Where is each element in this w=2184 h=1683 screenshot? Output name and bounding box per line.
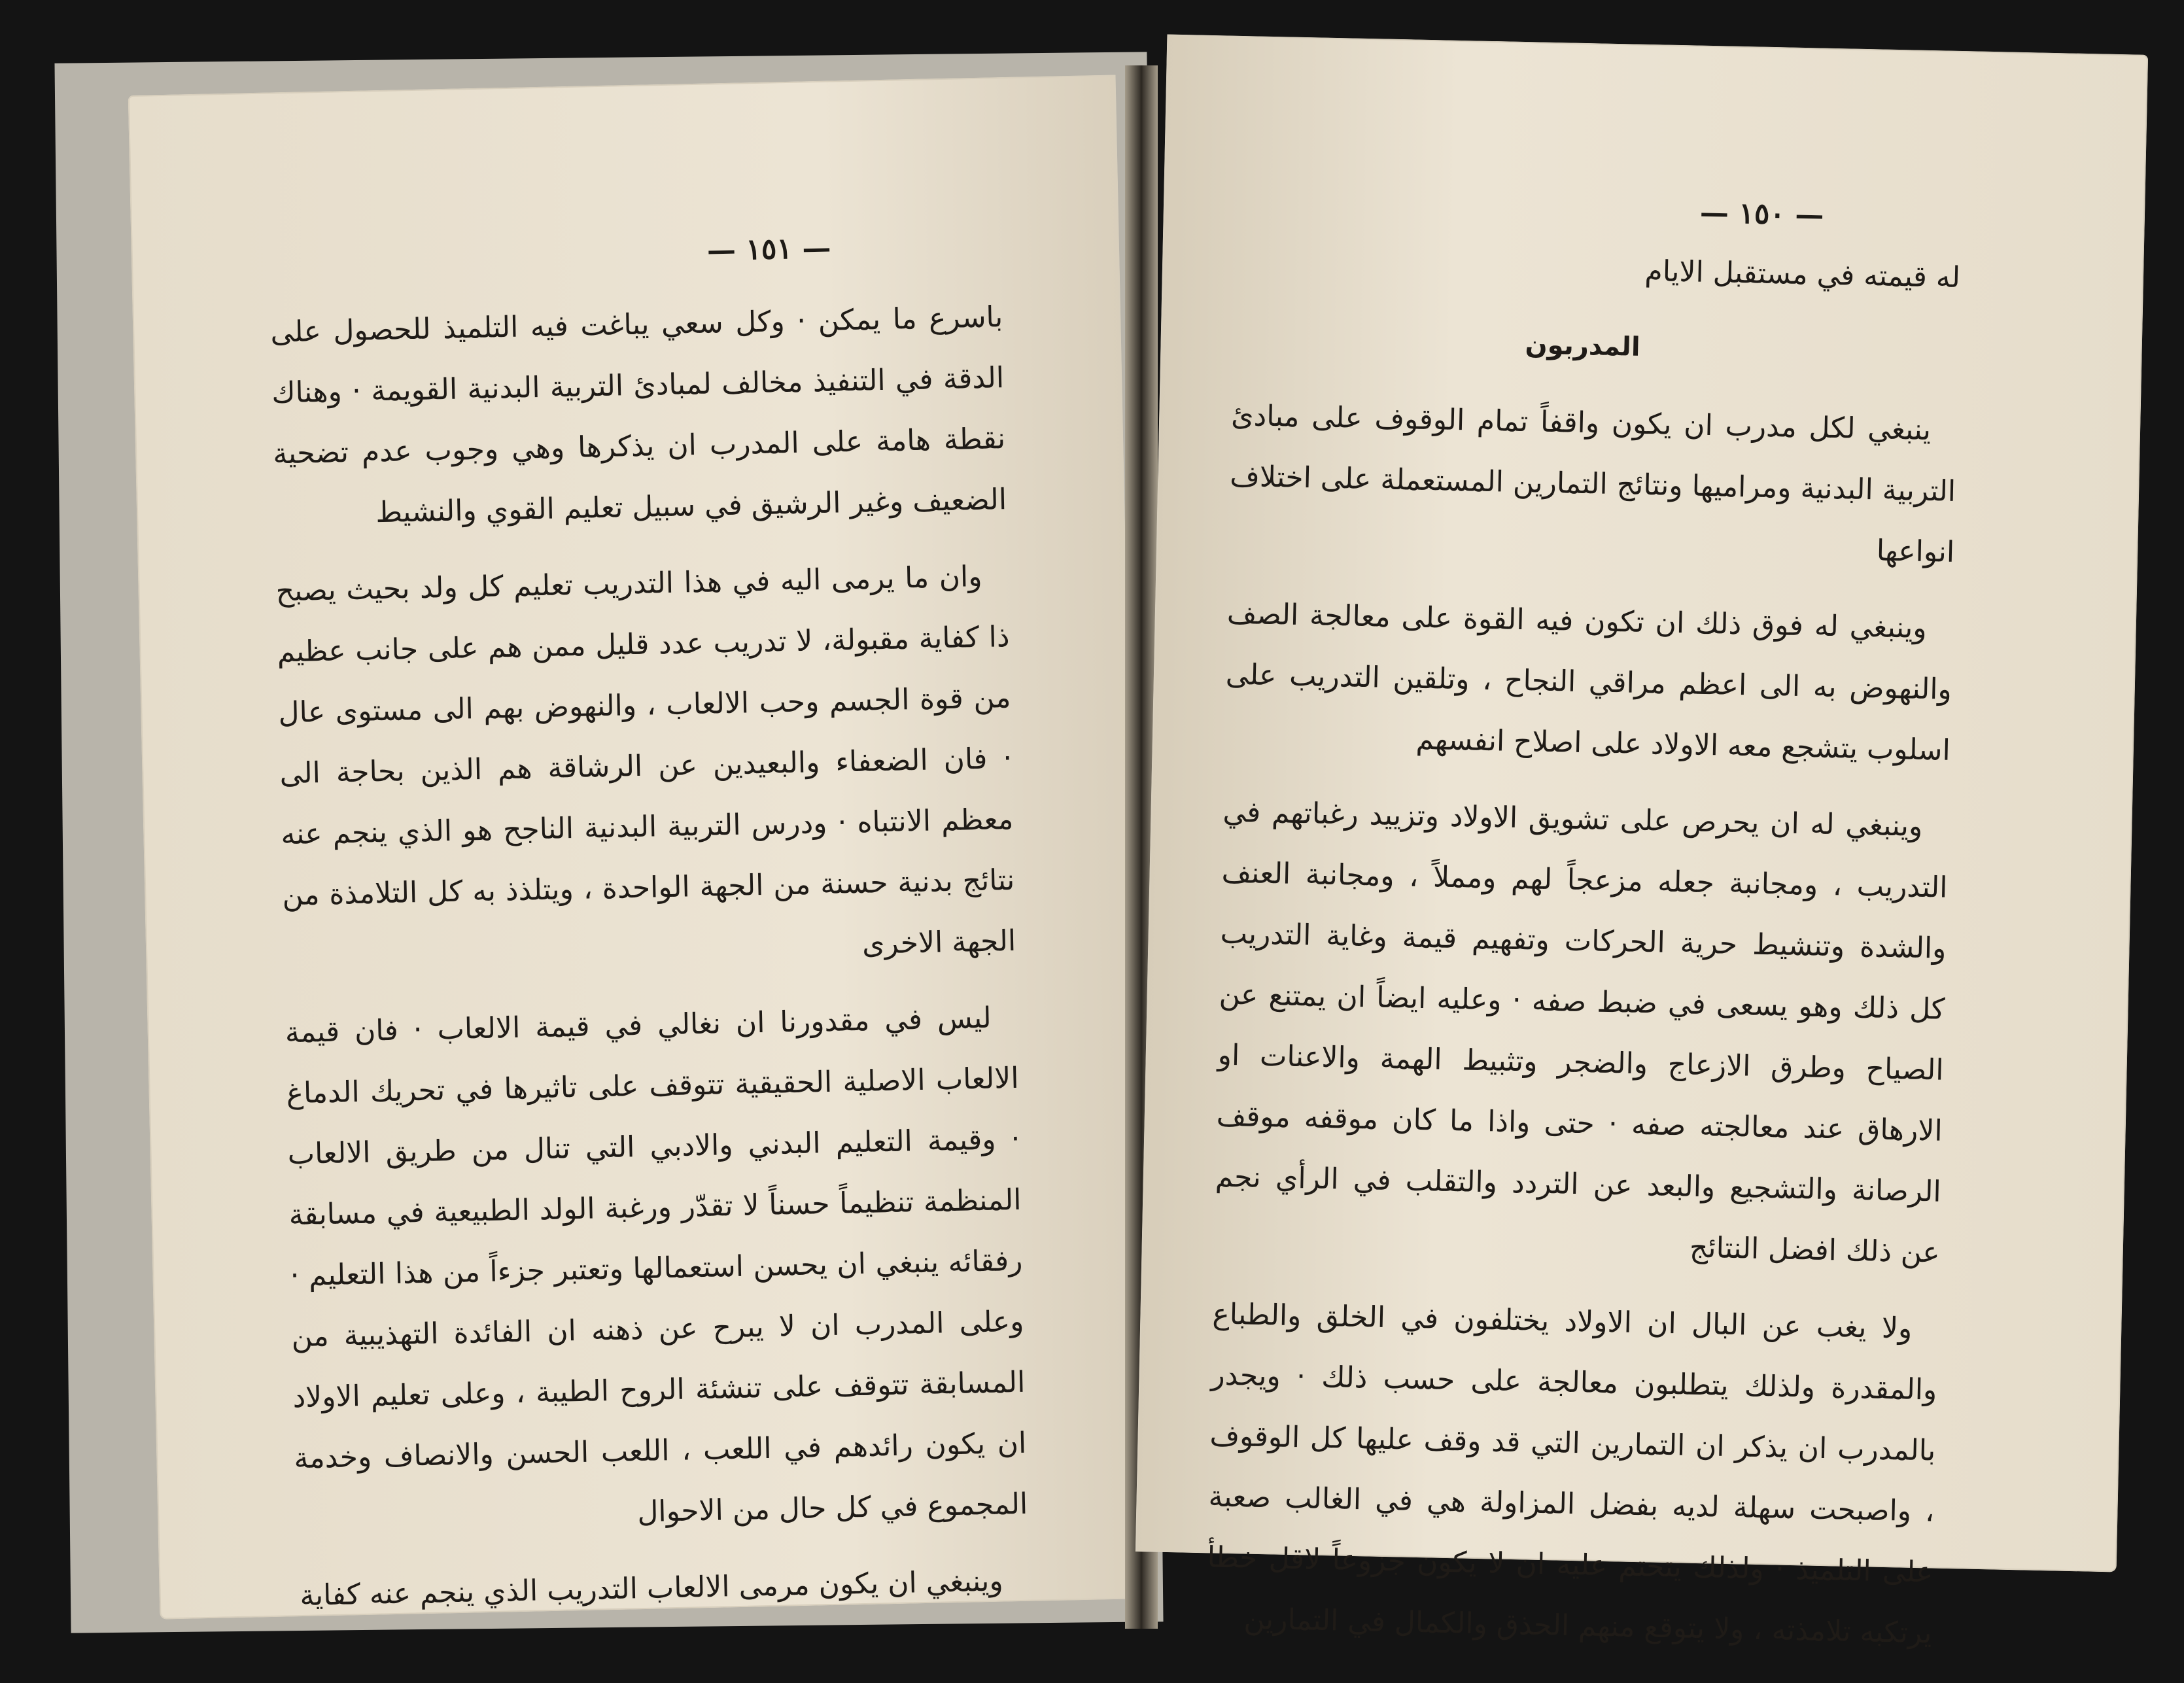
opening-line: له قيمته في مستقبل الايام [1644, 254, 1961, 295]
paragraph: وينبغي ان يكون مرمى الالعاب التدريب الذي ينجم عنه كفاية [299, 1564, 1004, 1613]
paragraph: باسرع ما يمكن · وكل سعي يباغت فيه التلميذ للحصول على الدقة في التنفيذ مخالف لمبادئ التربية البدنية القويمة · وهناك نقطة هامة على المدرب ان يذكرها وهي وجوب عدم تضحية الضعيف وغير الرشيق في سبيل تعليم القوي والنشيط [269, 300, 1007, 530]
page-number-left: — ١٥١ — [706, 231, 831, 268]
open-book [118, 39, 2145, 1650]
paragraph: وينبغي له فوق ذلك ان تكون فيه القوة على معالجة الصف والنهوض به الى اعظم مراقي النجاح ، وتلقين التدريب على اسلوب يتشجع معه الاولاد على اصلاح انفسهم [1225, 597, 1952, 767]
paragraph: وينبغي له ان يحرص على تشويق الاولاد وتزييد رغباتهم في التدريب ، ومجانبة جعله مزعجاً لهم ومملاً ، ومجانبة العنف والشدة وتنشيط حرية الحركات وتفهيم قيمة وغاية التدريب كل ذلك وهو يسعى في ضبط صفه · وعليه ايضاً ان يمتنع عن الصياح وطرق الازعاج والضجر وتثبيط الهمة والاعنات او الارهاق عند معالجته صفه · حتى واذا ما كان موقفه موقف الرصانة والتشجيع والبعد عن التردد والتقلب في الرأي نجم عن ذلك افضل النتائج [1215, 795, 1948, 1270]
left-page [128, 75, 1147, 1619]
paragraph: ينبغي لكل مدرب ان يكون واقفاً تمام الوقوف على مبادئ التربية البدنية ومراميها ونتائج التمارين المستعملة على اختلاف انواعها [1229, 398, 1956, 569]
paragraph: ولا يغب عن البال ان الاولاد يختلفون في الخلق والطباع والمقدرة ولذلك يتطلبون معالجة على حسب ذلك · ويجدر بالمدرب ان يذكر ان التمارين التي قد وقف عليها كل الوقوف ، واصبحت سهلة لديه بفضل المزاولة هي في الغالب صعبة على التلميذ · ولذلك يتحتم عليه ان لا يكون جزوعاً لاقل خطأ يرتكبه تلامذته ، ولا يتوقع منهم الحذق والكمال في التمارين [1207, 1297, 1937, 1650]
page-number-right: — ١٥٠ — [1699, 196, 1824, 232]
paragraph: وان ما يرمى اليه في هذا التدريب تعليم كل ولد بحيث يصبح ذا كفاية مقبولة، لا تدريب عدد قليل ممن هم على جانب عظيم من قوة الجسم وحب الالعاب ، والنهوض بهم الى مستوى عال · فان الضعفاء والبعيدين عن الرشاقة هم الذين بحاجة الى معظم الانتباه · ودرس التربية البدنية الناجح هو الذي ينجم عنه نتائج بدنية حسنة من الجهة الواحدة ، ويتلذذ به كل التلامذة من الجهة الاخرى [275, 559, 1016, 961]
left-page-text [269, 286, 1030, 1642]
right-page [1135, 35, 2148, 1650]
section-heading: المدربون [1525, 330, 1641, 362]
right-page-text [1205, 232, 1961, 1680]
paragraph: ليس في مقدورنا ان نغالي في قيمة الالعاب · فان قيمة الالعاب الاصلية الحقيقية تتوقف على تاثيرها في تحريك الدماغ · وقيمة التعليم البدني والادبي التي تنال من طريق الالعاب المنظمة تنظيماً حسناً لا تقدّر ورغبة الولد الطبيعية في مسابقة رفقائه ينبغي ان يحسن استعمالها وتعتبر جزءاً من هذا التعليم · وعلى المدرب ان لا يبرح عن ذهنه ان الفائدة التهذيبية من المسابقة تتوقف على تنشئة الروح الطيبة ، وعلى تعليم الاولاد ان يكون رائدهم في اللعب ، اللعب الحسن والانصاف وخدمة المجموع في كل حال من الاحوال [285, 1001, 1028, 1529]
